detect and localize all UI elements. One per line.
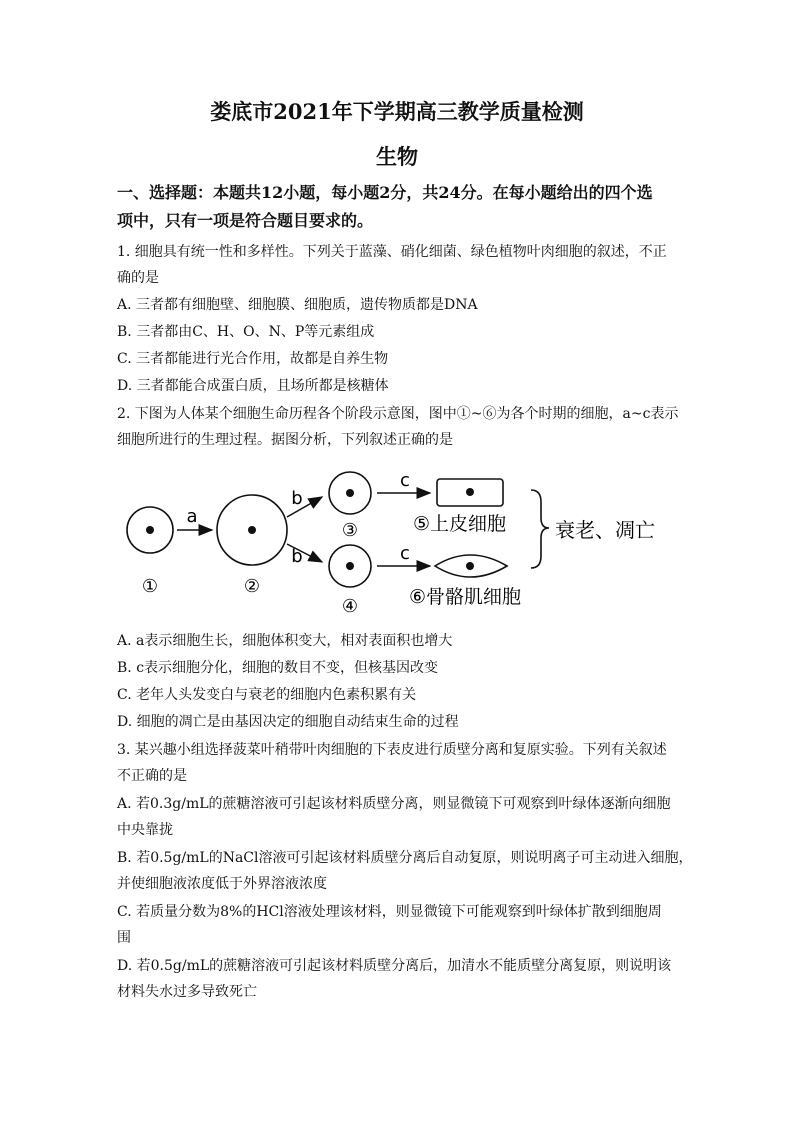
label-cell-1: ① xyxy=(141,576,159,597)
cell-2 xyxy=(217,495,287,565)
q1-stem-line-2: 确的是 xyxy=(117,270,159,286)
cell-3 xyxy=(329,472,371,514)
label-aging-apoptosis: 衰老、凋亡 xyxy=(555,518,655,542)
q3-option-a-line-2: 中央靠拢 xyxy=(117,822,173,838)
q3-option-c-line-1: C. 若质量分数为8%的HCl溶液处理该材料，则显微镜下可能观察到叶绿体扩散到细胞周 xyxy=(117,904,662,920)
q3-stem-line-2: 不正确的是 xyxy=(117,768,187,784)
exam-title: 娄底市2021年下学期高三教学质量检测 xyxy=(210,99,584,124)
q1-option-a: A. 三者都有细胞壁、细胞膜、细胞质，遗传物质都是DNA xyxy=(117,297,478,313)
label-process-c-upper: c xyxy=(400,470,410,491)
q2-option-d: D. 细胞的凋亡是由基因决定的细胞自动结束生命的过程 xyxy=(117,714,459,730)
q1-option-c: C. 三者都能进行光合作用，故都是自养生物 xyxy=(117,351,389,367)
label-process-b-upper: b xyxy=(291,488,303,509)
section-heading-line-1: 一、选择题：本题共12小题，每小题2分，共24分。在每小题给出的四个选 xyxy=(117,183,653,202)
cell-life-history-diagram xyxy=(117,462,687,622)
label-process-b-lower: b xyxy=(291,546,303,567)
label-cell-6-skeletal-muscle: ⑥骨骼肌细胞 xyxy=(409,586,522,608)
q2-option-b: B. c表示细胞分化，细胞的数目不变，但核基因改变 xyxy=(117,660,439,676)
cell-5-epithelial xyxy=(437,479,503,506)
label-process-c-lower: c xyxy=(400,543,410,564)
q1-option-d: D. 三者都能合成蛋白质，且场所都是核糖体 xyxy=(117,378,389,394)
q3-option-d-line-2: 材料失水过多导致死亡 xyxy=(117,984,257,1000)
cell-1 xyxy=(127,507,173,553)
label-cell-4: ④ xyxy=(341,596,359,617)
q3-stem-line-1: 3. 某兴趣小组选择菠菜叶稍带叶肉细胞的下表皮进行质壁分离和复原实验。下列有关叙述 xyxy=(117,742,667,758)
q3-option-c-line-2: 围 xyxy=(117,930,131,946)
brace xyxy=(531,490,549,568)
cell-6-skeletal-muscle xyxy=(435,555,507,577)
label-cell-3: ③ xyxy=(341,520,359,541)
q2-option-c: C. 老年人头发变白与衰老的细胞内色素积累有关 xyxy=(117,687,417,703)
q3-option-a-line-1: A. 若0.3g/mL的蔗糖溶液可引起该材料质壁分离，则显微镜下可观察到叶绿体逐渐向细胞 xyxy=(117,796,671,812)
q1-option-b: B. 三者都由C、H、O、N、P等元素组成 xyxy=(117,324,375,340)
cell-4 xyxy=(329,545,371,587)
section-heading-line-2: 项中，只有一项是符合题目要求的。 xyxy=(117,211,374,230)
q3-option-b-line-2: 并使细胞液浓度低于外界溶液浓度 xyxy=(117,876,327,892)
q2-stem-line-1: 2. 下图为人体某个细胞生命历程各个阶段示意图，图中①~⑥为各个时期的细胞，a~c表示 xyxy=(117,406,679,422)
q3-option-b-line-1: B. 若0.5g/mL的NaCl溶液可引起该材料质壁分离后自动复原，则说明离子可主动进入细胞， xyxy=(117,850,693,866)
q1-stem-line-1: 1. 细胞具有统一性和多样性。下列关于蓝藻、硝化细菌、绿色植物叶肉细胞的叙述，不正 xyxy=(117,244,667,260)
label-process-a: a xyxy=(186,506,198,527)
label-cell-2: ② xyxy=(243,576,261,597)
q2-stem-line-2: 细胞所进行的生理过程。据图分析，下列叙述正确的是 xyxy=(117,432,453,448)
subject-title: 生物 xyxy=(376,144,418,169)
q3-option-d-line-1: D. 若0.5g/mL的蔗糖溶液可引起该材料质壁分离后，加清水不能质壁分离复原，则说明该 xyxy=(117,958,672,974)
label-cell-5-epithelial: ⑤上皮细胞 xyxy=(413,513,507,535)
q2-option-a: A. a表示细胞生长，细胞体积变大，相对表面积也增大 xyxy=(117,633,453,649)
